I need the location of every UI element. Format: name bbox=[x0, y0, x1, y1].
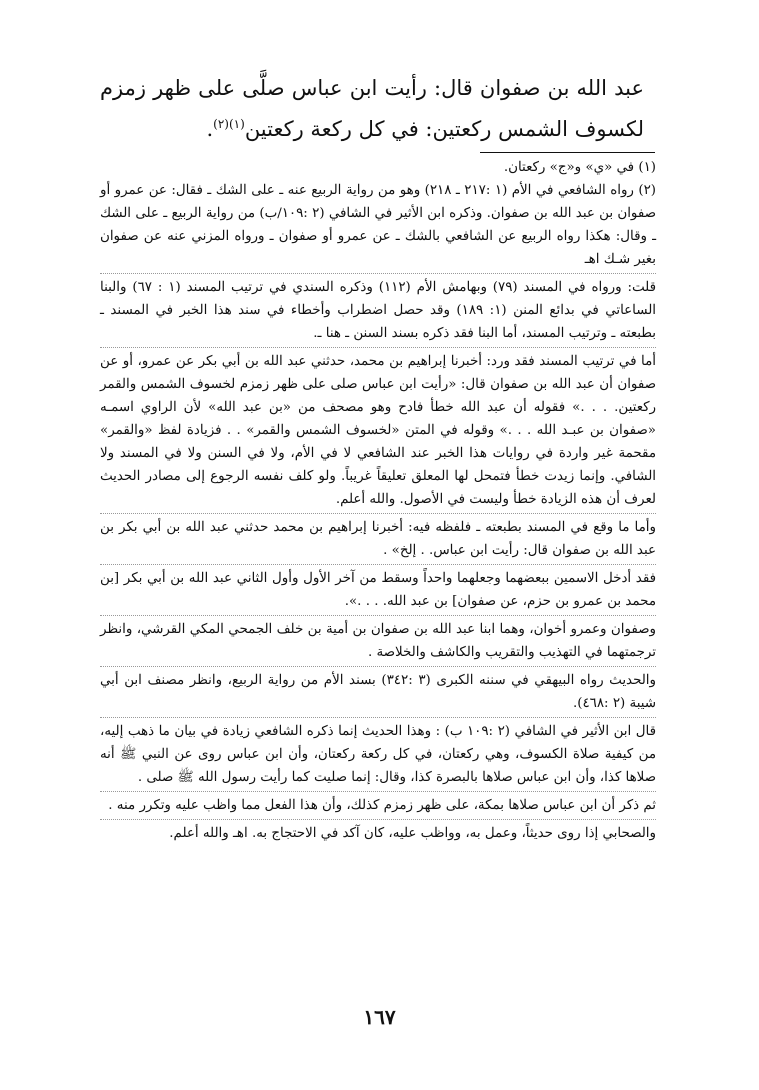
paragraph-divider bbox=[100, 347, 656, 348]
main-text-end: . bbox=[206, 117, 214, 141]
footnote-2-para: وأما ما وقع في المسند بطبعته ـ فلفظه فيه: أخبرنا إبراهيم بن محمد حدثني عبد الله بن أبي بكر بن عبد الله بن صفوان قال: رأيت ابن عباس. . إلخ» . bbox=[100, 520, 656, 558]
footnote-2-para: ثم ذكر أن ابن عباس صلاها بمكة، على ظهر زمزم كذلك، وأن هذا الفعل مما واظب عليه وتكرر منه . bbox=[108, 798, 656, 813]
footnote-2-para: وصفوان وعمرو أخوان، وهما ابنا عبد الله بن صفوان بن أمية بن خلف الجمحي المكي القرشي، وانظر ترجمتهما في التهذيب والتقريب والكاشف والخلاصة . bbox=[100, 622, 656, 660]
footnote-separator bbox=[480, 152, 655, 153]
paragraph-divider bbox=[100, 819, 656, 820]
paragraph-divider bbox=[100, 273, 656, 274]
page-number: ١٦٧ bbox=[363, 1005, 396, 1029]
paragraph-divider bbox=[100, 717, 656, 718]
paragraph-divider bbox=[100, 666, 656, 667]
paragraph-divider bbox=[100, 513, 656, 514]
footnotes bbox=[100, 156, 656, 845]
footnote-2-para: (٢) رواه الشافعي في الأم (١ :٢١٧ ـ ٢١٨) وهو من رواية الربيع عنه ـ على الشك ـ فقال: عن عمرو أو صفوان بن عبد الله بن صفوان. وذكره ابن الأثير في الشافي (٢ :١٠٩/ب) من رواية الربيع ـ على الشك ـ وقال: هكذا رواه الربيع عن الشافعي بالشك ـ عن عمرو أو صفوان ـ ورواه المزني عنه عن صفوان بغير شـك اهـ bbox=[100, 183, 656, 267]
footnote-1: (١) في «ي» و«ج» ركعتان. bbox=[503, 160, 656, 175]
main-text bbox=[100, 70, 644, 147]
footnote-2-para: والحديث رواه البيهقي في سننه الكبرى (٣ :٣٤٢) بسند الأم من رواية الربيع، وانظر مصنف ابن أبي شيبة (٢ :٤٦٨). bbox=[100, 673, 656, 711]
footnote-refs: (١)(٢) bbox=[213, 117, 245, 131]
paragraph-divider bbox=[100, 791, 656, 792]
footnote-2-para: والصحابي إذا روى حديثاً، وعمل به، وواظب عليه، كان آكد في الاحتجاج به. اهـ والله أعلم. bbox=[169, 826, 656, 841]
footnote-2-para: فقد أدخل الاسمين ببعضهما وجعلهما واحداً وسقط من آخر الأول وأول الثاني عبد الله بن أبي بكر [بن محمد بن عمرو بن حزم، عن صفوان] بن عبد الله. . . .». bbox=[100, 571, 656, 609]
footnote-2-para: قلت: ورواه في المسند (٧٩) وبهامش الأم (١١٢) وذكره السندي في ترتيب المسند (١ : ٦٧) والبنا الساعاتي في بدائع المنن (١: ١٨٩) وقد حصل اضطراب وأخطاء في سند هذا الخبر في المسند ـ بطبعته ـ وترتيب المسند، أما البنا فقد ذكره بسند السنن ـ هنا ـ. bbox=[100, 280, 656, 341]
paragraph-divider bbox=[100, 615, 656, 616]
main-text-body: عبد الله بن صفوان قال: رأيت ابن عباس صلَّى على ظهر زمزم لكسوف الشمس ركعتين: في كل ركعة ركعتين bbox=[100, 76, 644, 141]
paragraph-divider bbox=[100, 564, 656, 565]
footnote-2-para: أما في ترتيب المسند فقد ورد: أخبرنا إبراهيم بن محمد، حدثني عبد الله بن أبي بكر عن عمرو، أو عن صفوان أن عبد الله بن صفوان قال: «رأيت ابن عباس صلى على ظهر زمزم لخسوف الشمس والقمر ركعتين. . . .» فقوله أن عبد الله خطأ فادح وهو مصحف من «بن عبد الله» لأن الراوي اسمـه «صفوان بن عبـد الله . . .» وقوله في المتن «لخسوف الشمس والقمر» . . فزيادة لفظ «والقمر» مقحمة غير واردة في روايات هذا الخبر عند الشافعي لا في الأم، ولا في السنن ولا في المسند ولا الشافي. وإنما زيدت خطأ فتمحل لها المعلق تعليقاً غريباً. ولو كلف نفسه الرجوع إلى مصادر الحديث لعرف أن هذه الزيادة خطأ وليست في الأصول. والله أعلم. bbox=[100, 354, 656, 507]
footnote-2-para: قال ابن الأثير في الشافي (٢ :١٠٩ ب) : وهذا الحديث إنما ذكره الشافعي زيادة في بيان ما ذهب إليه، من كيفية صلاة الكسوف، وهي ركعتان، في كل ركعة ركعتان، وأن ابن عباس روى عن النبي ﷺ أنه صلاها كذا، وأن ابن عباس صلاها بالبصرة كذا، وقال: إنما صليت كما رأيت رسول الله ﷺ صلى . bbox=[100, 724, 656, 785]
